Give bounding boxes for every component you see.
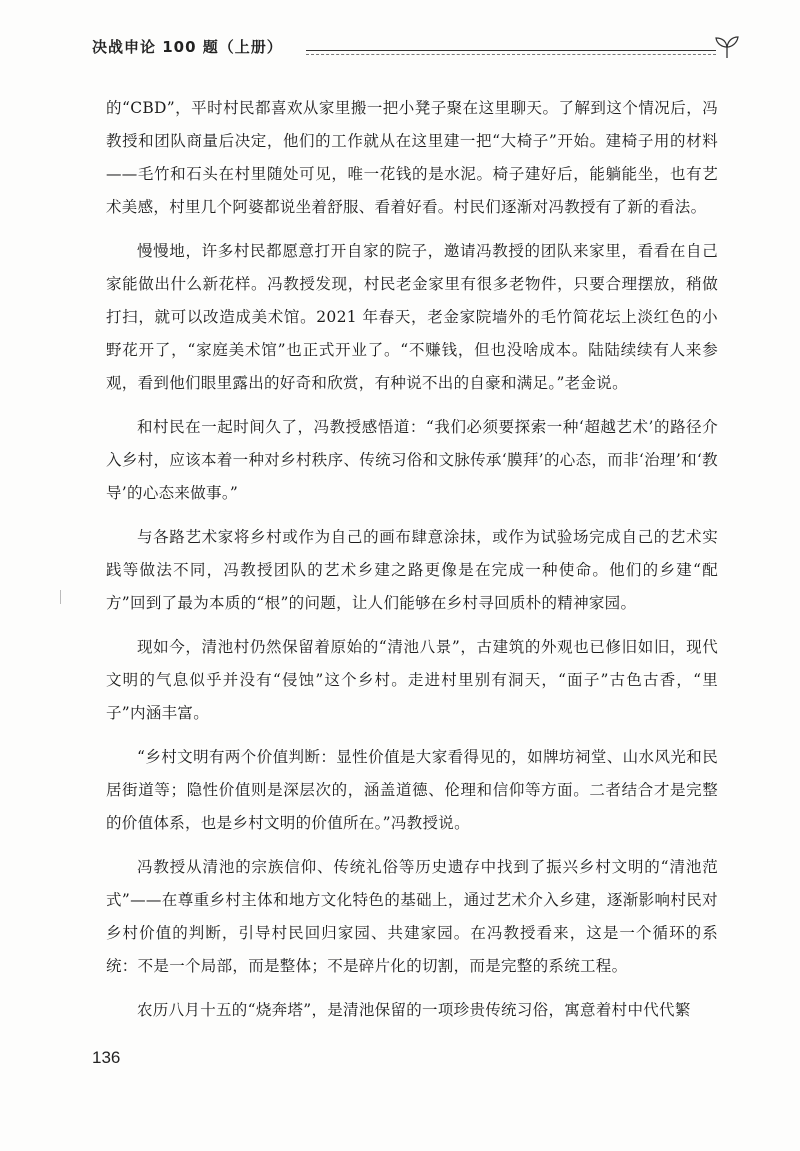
paragraph-4: 与各路艺术家将乡村或作为自己的画布肆意涂抹，或作为试验场完成自己的艺术实践等做法不同，冯教授团队的艺术乡建之路更像是在完成一种使命。他们的乡建“配方”回到了最为本质的“根”的问题，让人们能够在乡村寻回质朴的精神家园。 — [106, 528, 718, 612]
page-number: 136 — [92, 1048, 121, 1067]
sprout-leaf-icon — [712, 34, 742, 60]
paragraph-7: 冯教授从清池的宗族信仰、传统礼俗等历史遗存中找到了振兴乡村文明的“清池范式”——在尊重乡村主体和地方文化特色的基础上，通过艺术介入乡建，逐渐影响村民对乡村价值的判断，引导村民回归家园、共建家园。在冯教授看来，这是一个循环的系统：不是一个局部，而是整体；不是碎片化的切割，而是完整的系统工程。 — [106, 858, 718, 975]
margin-mark — [60, 590, 61, 604]
running-header — [92, 34, 742, 64]
paragraph-6: “乡村文明有两个价值判断：显性价值是大家看得见的，如牌坊祠堂、山水风光和民居街道等；隐性价值则是深层次的，涵盖道德、伦理和信仰等方面。二者结合才是完整的价值体系，也是乡村文明的价值所在。”冯教授说。 — [106, 748, 718, 832]
paragraph-1: 的“CBD”，平时村民都喜欢从家里搬一把小凳子聚在这里聊天。了解到这个情况后，冯教授和团队商量后决定，他们的工作就从在这里建一把“大椅子”开始。建椅子用的材料——毛竹和石头在村里随处可见，唯一花钱的是水泥。椅子建好后，能躺能坐，也有艺术美感，村里几个阿婆都说坐着舒服、看着好看。村民们逐渐对冯教授有了新的看法。 — [106, 99, 718, 216]
paragraph-5: 现如今，清池村仍然保留着原始的“清池八景”，古建筑的外观也已修旧如旧，现代文明的气息似乎并没有“侵蚀”这个乡村。走进村里别有洞天，“面子”古色古香，“里子”内涵丰富。 — [106, 638, 718, 722]
book-title: 决战申论 100 题（上册） — [92, 38, 283, 56]
paragraph-8: 农历八月十五的“烧奔塔”，是清池保留的一项珍贵传统习俗，寓意着村中代代繁 — [137, 1001, 691, 1019]
header-rule-dashed — [306, 54, 716, 55]
paragraph-3: 和村民在一起时间久了，冯教授感悟道：“我们必须要探索一种‘超越艺术’的路径介入乡村，应该本着一种对乡村秩序、传统习俗和文脉传承‘膜拜’的心态，而非‘治理’和‘教导’的心态来做事。” — [106, 418, 718, 502]
body-text — [106, 92, 718, 1038]
header-rule — [306, 50, 716, 51]
paragraph-2: 慢慢地，许多村民都愿意打开自家的院子，邀请冯教授的团队来家里，看看在自己家能做出什么新花样。冯教授发现，村民老金家里有很多老物件，只要合理摆放，稍做打扫，就可以改造成美术馆。2021 年春天，老金家院墙外的毛竹简花坛上淡红色的小野花开了，“家庭美术馆”也正式开业了。“不赚钱，但也没啥成本。陆陆续续有人来参观，看到他们眼里露出的好奇和欣赏，有种说不出的自豪和满足。”老金说。 — [106, 242, 718, 392]
